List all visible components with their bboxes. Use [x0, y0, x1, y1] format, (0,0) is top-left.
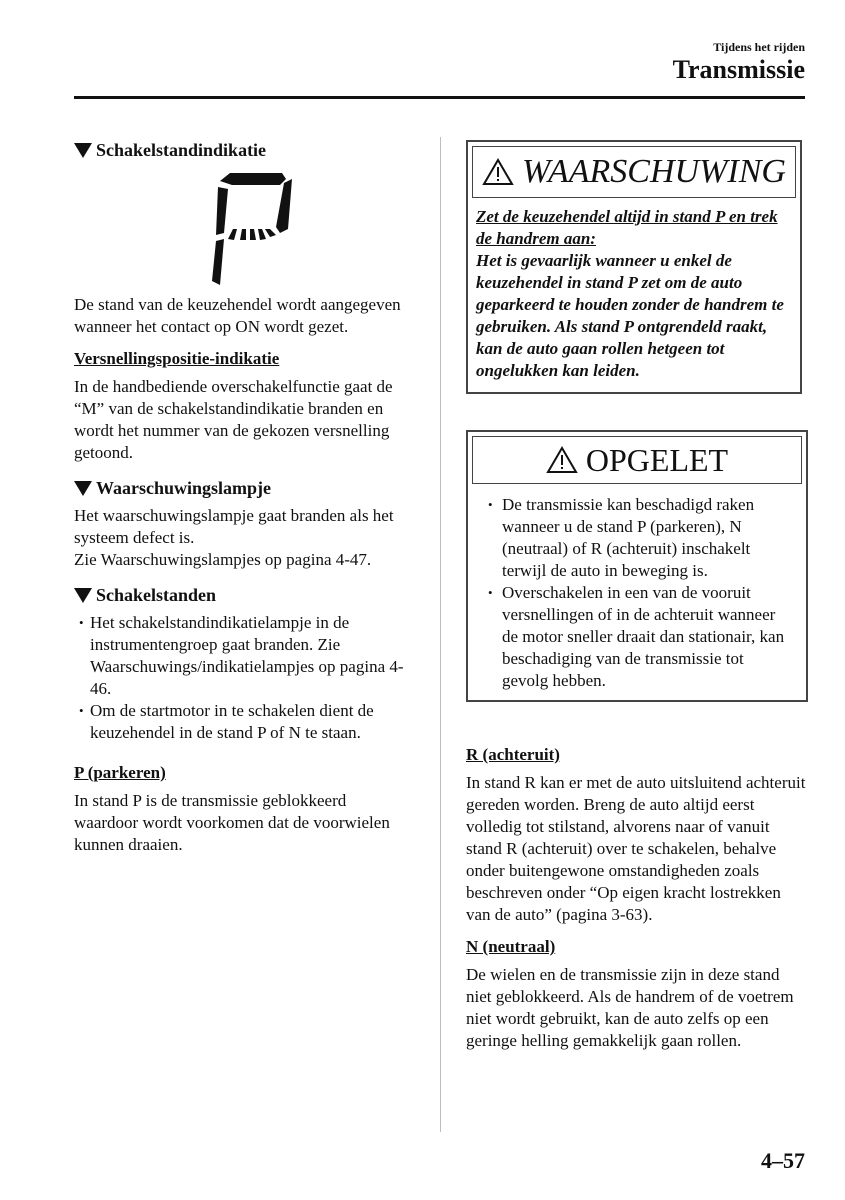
paragraph: In stand R kan er met de auto uitsluitend achteruit gereden worden. Breng de auto altijd eerst volledig tot stilstand, alvorens naar of vanuit stand R (achteruit) over te schakelen, behalve onder buitengewone omstandigheden zoals beschreven onder “Op eigen kracht lostrekken van de auto” (pagina 3-63). — [466, 773, 806, 924]
warning-triangle-icon — [546, 446, 578, 474]
paragraph: In stand P is de transmissie geblokkeerd waardoor wordt voorkomen dat de voorwielen kunnen draaien. — [74, 791, 390, 854]
triangle-bullet-icon — [74, 588, 92, 603]
list-item: • De transmissie kan beschadigd raken wanneer u de stand P (parkeren), N (neutraal) of R (achteruit) inschakelt terwijl de auto in beweging is. — [480, 494, 794, 582]
gear-position-display-p-icon — [200, 169, 320, 289]
warning-body: Het is gevaarlijk wanneer u enkel de keuzehendel in stand P zet om de auto geparkeerd te houden zonder de handrem te gebruiken. Als stand P ontgrendeld raakt, kan de auto gaan rollen hetgeen tot ongelukken kan leiden. — [476, 251, 784, 380]
paragraph: De wielen en de transmissie zijn in deze stand niet geblokkeerd. Als de handrem of de voetrem niet wordt gebruikt, kan de auto zelfs op een geringe helling gemakkelijk gaan rollen. — [466, 965, 794, 1050]
caution-title-bar — [472, 436, 802, 484]
header-rule — [74, 96, 805, 99]
caution-box — [466, 430, 808, 702]
heading-text: Waarschuwingslampje — [96, 478, 272, 498]
caution-list — [468, 488, 806, 700]
warning-lead: Zet de keuzehendel altijd in stand P en trek de handrem aan: — [476, 207, 778, 248]
paragraph: De stand van de keuzehendel wordt aangegeven wanneer het contact op ON wordt gezet. — [74, 295, 401, 336]
caution-title: OPGELET — [585, 441, 729, 478]
left-column — [74, 140, 412, 866]
page-number: 4–57 — [761, 1148, 805, 1173]
heading-schakelstandindikatie — [74, 140, 412, 161]
subheading-r-achteruit: R (achteruit) — [466, 745, 560, 764]
right-column — [466, 140, 806, 1062]
warning-text — [468, 202, 800, 392]
triangle-bullet-icon — [74, 143, 92, 158]
warning-triangle-icon — [482, 158, 514, 186]
heading-text: Schakelstanden — [96, 585, 217, 605]
paragraph: In de handbediende overschakelfunctie gaat de “M” van de schakelstandindikatie branden en wordt het nummer van de gekozen versnelling getoond. — [74, 377, 393, 462]
heading-text: Schakelstandindikatie — [96, 140, 267, 160]
list-item: • Het schakelstandindikatielampje in de instrumentengroep gaat branden. Zie Waarschuwings/indikatielampjes op pagina 4-46. — [74, 612, 412, 700]
list-item: • Overschakelen in een van de vooruit versnellingen of in de achteruit wanneer de motor sneller draait dan stationair, kan beschadiging van de transmissie tot gevolg hebben. — [480, 582, 794, 692]
warning-title-bar — [472, 146, 796, 198]
subheading-versnellingspositie: Versnellingspositie-indikatie — [74, 349, 280, 368]
column-divider — [440, 137, 441, 1132]
warning-title: WAARSCHUWING — [522, 153, 786, 190]
subheading-p-parkeren: P (parkeren) — [74, 763, 166, 782]
bullet-list — [74, 612, 412, 744]
running-header-section: Tijdens het rijden — [713, 40, 805, 54]
running-header-title: Transmissie — [672, 55, 805, 84]
triangle-bullet-icon — [74, 481, 92, 496]
paragraph: Het waarschuwingslampje gaat branden als het systeem defect is. Zie Waarschuwingslampjes op pagina 4-47. — [74, 506, 394, 569]
warning-box — [466, 140, 802, 394]
heading-schakelstanden — [74, 585, 412, 606]
list-item: • Om de startmotor in te schakelen dient de keuzehendel in de stand P of N te staan. — [74, 700, 412, 744]
subheading-n-neutraal: N (neutraal) — [466, 937, 556, 956]
heading-waarschuwingslampje — [74, 478, 412, 499]
